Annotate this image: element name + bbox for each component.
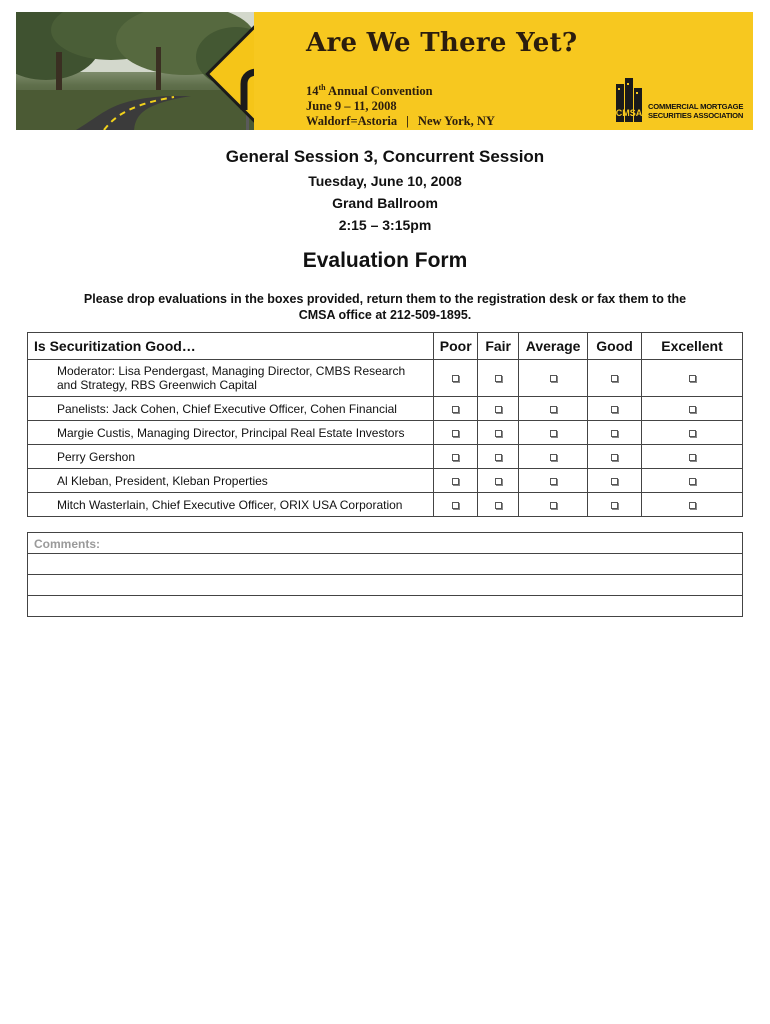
rating-checkbox-excellent[interactable] xyxy=(689,454,696,461)
rating-header-poor: Poor xyxy=(434,333,478,360)
speaker-name: Mitch Wasterlain, Chief Executive Officer, ORIX USA Corporation xyxy=(28,493,434,517)
comments-label: Comments: xyxy=(34,537,101,551)
rating-checkbox-good[interactable] xyxy=(611,454,618,461)
session-room: Grand Ballroom xyxy=(332,195,438,211)
form-instructions: Please drop evaluations in the boxes provided, return them to the registration desk or fax them to the CMSA office at 212-509-1895. xyxy=(83,292,687,322)
session-date: Tuesday, June 10, 2008 xyxy=(308,173,462,189)
rating-checkbox-fair[interactable] xyxy=(495,406,502,413)
rating-checkbox-excellent[interactable] xyxy=(689,478,696,485)
cmsa-logo xyxy=(614,74,744,124)
rating-checkbox-good[interactable] xyxy=(611,478,618,485)
road-photo xyxy=(16,12,254,130)
venue: Waldorf=Astoria xyxy=(306,114,398,129)
speaker-name: Margie Custis, Managing Director, Principal Real Estate Investors xyxy=(28,421,434,445)
convention-info xyxy=(306,80,495,129)
rating-checkbox-excellent[interactable] xyxy=(689,502,696,509)
convention-dates: June 9 – 11, 2008 xyxy=(306,99,397,114)
form-title: Evaluation Form xyxy=(302,249,468,272)
rating-checkbox-good[interactable] xyxy=(611,430,618,437)
rating-checkbox-average[interactable] xyxy=(550,478,557,485)
rating-header-excellent: Excellent xyxy=(642,333,743,360)
rating-checkbox-fair[interactable] xyxy=(495,430,502,437)
table-row xyxy=(28,445,743,469)
convention-banner xyxy=(16,12,753,130)
table-row xyxy=(28,493,743,517)
rating-checkbox-average[interactable] xyxy=(550,375,557,382)
rating-checkbox-poor[interactable] xyxy=(452,502,459,509)
rating-checkbox-fair[interactable] xyxy=(495,478,502,485)
rating-checkbox-average[interactable] xyxy=(550,406,557,413)
rating-checkbox-excellent[interactable] xyxy=(689,406,696,413)
speaker-name: Panelists: Jack Cohen, Chief Executive Officer, Cohen Financial xyxy=(28,397,434,421)
table-row xyxy=(28,469,743,493)
rating-header-average: Average xyxy=(519,333,588,360)
table-row xyxy=(28,360,743,397)
rating-checkbox-poor[interactable] xyxy=(452,454,459,461)
topic-header: Is Securitization Good… xyxy=(28,333,434,360)
speaker-name: Al Kleban, President, Kleban Properties xyxy=(28,469,434,493)
cmsa-building-icon xyxy=(614,78,644,122)
rating-checkbox-poor[interactable] xyxy=(452,478,459,485)
rating-checkbox-poor[interactable] xyxy=(452,406,459,413)
cmsa-logo-text: CMSA xyxy=(615,108,643,118)
rating-checkbox-poor[interactable] xyxy=(452,430,459,437)
rating-header-fair: Fair xyxy=(478,333,519,360)
rating-checkbox-average[interactable] xyxy=(550,454,557,461)
rating-checkbox-excellent[interactable] xyxy=(689,430,696,437)
convention-location: Waldorf=Astoria | New York, NY xyxy=(306,114,495,129)
banner-title: Are We There Yet? xyxy=(306,28,578,58)
city: New York, NY xyxy=(417,114,495,129)
session-time: 2:15 – 3:15pm xyxy=(338,217,432,233)
table-header-row xyxy=(28,333,743,360)
rating-checkbox-good[interactable] xyxy=(611,502,618,509)
rating-checkbox-excellent[interactable] xyxy=(689,375,696,382)
rating-checkbox-poor[interactable] xyxy=(452,375,459,382)
rating-checkbox-average[interactable] xyxy=(550,502,557,509)
comments-line[interactable] xyxy=(28,553,742,574)
rating-checkbox-average[interactable] xyxy=(550,430,557,437)
comments-line[interactable] xyxy=(28,533,742,553)
evaluation-table xyxy=(27,332,743,517)
rating-checkbox-good[interactable] xyxy=(611,406,618,413)
rating-checkbox-good[interactable] xyxy=(611,375,618,382)
road-scene-graphic xyxy=(16,12,254,130)
rating-checkbox-fair[interactable] xyxy=(495,502,502,509)
speaker-name: Perry Gershon xyxy=(28,445,434,469)
comments-line[interactable] xyxy=(28,574,742,595)
rating-header-good: Good xyxy=(588,333,642,360)
table-row xyxy=(28,421,743,445)
rating-checkbox-fair[interactable] xyxy=(495,375,502,382)
cmsa-org-name: COMMERCIAL MORTGAGE SECURITIES ASSOCIATION xyxy=(648,102,744,120)
convention-name: 14th Annual Convention xyxy=(306,83,433,99)
table-row xyxy=(28,397,743,421)
speaker-name: Moderator: Lisa Pendergast, Managing Director, CMBS Research and Strategy, RBS Greenwich Capital xyxy=(28,360,434,397)
comments-box xyxy=(27,532,743,617)
rating-checkbox-fair[interactable] xyxy=(495,454,502,461)
session-title: General Session 3, Concurrent Session xyxy=(225,147,545,166)
comments-line[interactable] xyxy=(28,595,742,616)
